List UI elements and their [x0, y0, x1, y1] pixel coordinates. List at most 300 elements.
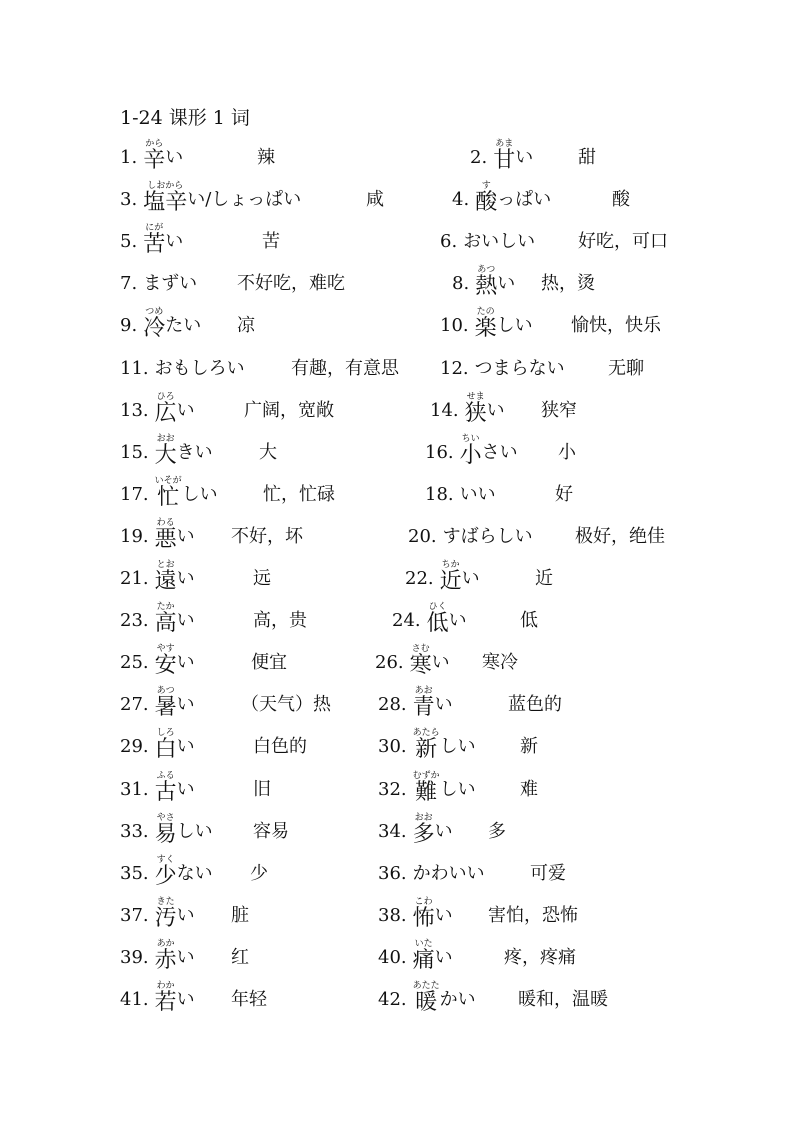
vocab-entry — [440, 216, 535, 258]
furigana: あお — [414, 686, 433, 696]
kana-text: い — [434, 821, 453, 842]
kanji: 暑 — [154, 695, 177, 720]
kana-text: い — [434, 694, 453, 715]
japanese-word — [413, 728, 476, 763]
chinese-meaning — [518, 974, 608, 1016]
vocab-entry — [425, 427, 518, 469]
furigana: たか — [156, 602, 175, 612]
furigana: おお — [156, 434, 175, 444]
kanji: 小 — [459, 443, 482, 468]
kanji-with-furigana — [155, 813, 177, 848]
meaning-text: 广阔，宽敞 — [244, 400, 334, 421]
kana-text: しい — [439, 779, 476, 800]
kanji: 易 — [154, 822, 177, 847]
japanese-word — [155, 686, 195, 721]
kanji-with-furigana — [155, 939, 177, 974]
vocab-entry — [120, 679, 195, 721]
kana-text: い — [176, 736, 195, 757]
japanese-word — [155, 518, 195, 553]
kanji-with-furigana — [155, 434, 177, 469]
entry-number: 7. — [120, 273, 138, 294]
kana-text: しい — [176, 821, 213, 842]
kanji-with-furigana — [413, 897, 435, 932]
furigana: せま — [466, 392, 485, 402]
japanese-word — [155, 771, 195, 806]
meaning-text: 不好，坏 — [231, 526, 303, 547]
meaning-text: 蓝色的 — [508, 694, 562, 715]
kana-text: い — [176, 694, 195, 715]
meaning-text: 酸 — [612, 189, 630, 210]
furigana: しおから — [147, 181, 184, 191]
kanji: 若 — [154, 990, 177, 1015]
meaning-text: 寒冷 — [482, 652, 518, 673]
entry-number: 23. — [120, 610, 149, 631]
meaning-text: 低 — [520, 610, 538, 631]
japanese-word — [155, 813, 213, 848]
japanese-word — [143, 272, 197, 300]
chinese-meaning — [535, 553, 553, 595]
japanese-word — [465, 392, 505, 427]
japanese-word — [410, 644, 450, 679]
meaning-text: 苦 — [262, 231, 280, 252]
entry-number: 11. — [120, 358, 149, 379]
chinese-meaning — [241, 679, 331, 721]
vocab-entry — [378, 848, 485, 890]
meaning-text: 红 — [231, 947, 249, 968]
kana-text: つまらない — [474, 358, 565, 379]
japanese-word — [155, 434, 213, 469]
kana-text: いい — [459, 484, 496, 505]
japanese-word — [440, 560, 480, 595]
kana-text: おいしい — [463, 231, 536, 252]
meaning-text: 极好，绝佳 — [575, 526, 665, 547]
meaning-text: 害怕，恐怖 — [488, 905, 578, 926]
japanese-word — [155, 392, 195, 427]
kanji: 青 — [412, 695, 435, 720]
kanji-with-furigana — [155, 602, 177, 637]
kanji-with-furigana — [413, 813, 435, 848]
kanji: 遠 — [154, 569, 177, 594]
japanese-word — [413, 813, 453, 848]
furigana: あつ — [477, 265, 496, 275]
kanji-with-furigana — [413, 728, 440, 763]
kanji: 忙 — [157, 485, 180, 510]
kana-text: い — [165, 147, 184, 168]
japanese-word — [475, 357, 565, 385]
japanese-word — [155, 602, 195, 637]
kana-text: い — [176, 905, 195, 926]
kanji: 低 — [426, 611, 449, 636]
entry-number: 9. — [120, 315, 138, 336]
vocab-entry — [120, 132, 183, 174]
kana-text: い — [461, 568, 480, 589]
entry-number: 18. — [425, 484, 454, 505]
vocab-entry — [120, 764, 195, 806]
furigana: あたら — [412, 728, 440, 738]
japanese-word — [475, 265, 515, 300]
chinese-meaning — [578, 132, 596, 174]
entry-number: 1. — [120, 147, 138, 168]
entry-number: 13. — [120, 400, 149, 421]
kanji-with-furigana — [460, 434, 482, 469]
furigana: わか — [156, 981, 175, 991]
kana-text: い — [176, 779, 195, 800]
vocab-entry — [120, 174, 301, 216]
entry-number: 28. — [378, 694, 407, 715]
page-title: 1-24 课形 1 词 — [120, 107, 250, 129]
vocab-entry — [405, 553, 480, 595]
kanji: 辛 — [143, 148, 166, 173]
chinese-meaning — [608, 343, 644, 385]
chinese-meaning — [259, 427, 277, 469]
kanji-with-furigana — [155, 476, 182, 511]
kanji-with-furigana — [155, 855, 177, 890]
kanji: 多 — [412, 822, 435, 847]
vocab-entry — [378, 721, 476, 763]
japanese-word — [460, 434, 518, 469]
kana-text: い — [176, 400, 195, 421]
japanese-word — [143, 223, 183, 258]
furigana: ふる — [156, 771, 175, 781]
japanese-word — [443, 525, 533, 553]
kana-text: い — [497, 273, 516, 294]
vocab-entry — [120, 258, 197, 300]
furigana: わる — [156, 518, 175, 528]
chinese-meaning — [253, 553, 271, 595]
meaning-text: 新 — [520, 736, 538, 757]
kanji: 白 — [154, 737, 177, 762]
japanese-word — [143, 139, 183, 174]
vocab-entry — [120, 932, 195, 974]
kana-text: い/しょっぱい — [187, 189, 302, 210]
kanji-with-furigana — [143, 223, 165, 258]
chinese-meaning — [530, 848, 566, 890]
kanji: 近 — [439, 569, 462, 594]
furigana: ひく — [428, 602, 447, 612]
japanese-word — [155, 981, 195, 1016]
entry-number: 37. — [120, 905, 149, 926]
meaning-text: 好吃，可口 — [578, 231, 668, 252]
kana-text: まずい — [143, 273, 198, 294]
furigana: いた — [414, 939, 433, 949]
japanese-word — [475, 181, 551, 216]
japanese-word — [155, 560, 195, 595]
furigana: あたた — [412, 981, 440, 991]
chinese-meaning — [231, 932, 249, 974]
kanji: 酸 — [475, 190, 498, 215]
meaning-text: 近 — [535, 568, 553, 589]
chinese-meaning — [253, 595, 307, 637]
vocab-entry — [470, 132, 533, 174]
japanese-word — [155, 897, 195, 932]
kana-text: さい — [481, 442, 518, 463]
kanji-with-furigana — [475, 181, 497, 216]
kanji: 難 — [415, 780, 438, 805]
chinese-meaning — [541, 258, 595, 300]
meaning-text: 容易 — [253, 821, 289, 842]
kanji-with-furigana — [155, 897, 177, 932]
vocab-entry — [378, 806, 453, 848]
kana-text: い — [448, 610, 467, 631]
furigana: ひろ — [156, 392, 175, 402]
vocab-entry — [120, 553, 195, 595]
entry-number: 10. — [440, 315, 469, 336]
kana-text: い — [176, 526, 195, 547]
kanji: 熱 — [475, 274, 498, 299]
entry-number: 17. — [120, 484, 149, 505]
chinese-meaning — [504, 932, 576, 974]
japanese-word — [155, 476, 218, 511]
chinese-meaning — [237, 300, 255, 342]
kanji-with-furigana — [155, 981, 177, 1016]
kanji-with-furigana — [143, 307, 165, 342]
chinese-meaning — [237, 258, 345, 300]
kana-text: おもしろい — [154, 358, 245, 379]
entry-number: 12. — [440, 358, 469, 379]
vocab-entry — [378, 764, 476, 806]
kanji-with-furigana — [440, 560, 462, 595]
vocab-entry — [120, 385, 195, 427]
chinese-meaning — [253, 721, 307, 763]
japanese-word — [155, 644, 195, 679]
entry-number: 4. — [452, 189, 470, 210]
japanese-word — [413, 897, 453, 932]
entry-number: 20. — [408, 526, 437, 547]
chinese-meaning — [263, 469, 335, 511]
chinese-meaning — [488, 806, 506, 848]
kanji-with-furigana — [155, 518, 177, 553]
entry-number: 27. — [120, 694, 149, 715]
furigana: いそが — [154, 476, 182, 486]
vocab-entry — [440, 300, 533, 342]
entry-number: 3. — [120, 189, 138, 210]
entry-number: 40. — [378, 947, 407, 968]
japanese-word — [413, 981, 476, 1016]
vocab-entry — [120, 427, 213, 469]
kanji-with-furigana — [427, 602, 449, 637]
meaning-text: 甜 — [578, 147, 596, 168]
entry-number: 30. — [378, 736, 407, 757]
meaning-text: 小 — [558, 442, 576, 463]
chinese-meaning — [541, 385, 577, 427]
kanji: 塩辛 — [143, 190, 188, 215]
kana-text: い — [165, 231, 184, 252]
vocab-entry — [452, 174, 551, 216]
vocab-entry — [120, 595, 195, 637]
chinese-meaning — [482, 637, 518, 679]
vocab-entry — [378, 974, 476, 1016]
entry-number: 26. — [375, 652, 404, 673]
kana-text: かわいい — [412, 863, 485, 884]
kanji-with-furigana — [413, 686, 435, 721]
meaning-text: 白色的 — [253, 736, 307, 757]
kana-text: しい — [181, 484, 218, 505]
japanese-word — [413, 771, 476, 806]
chinese-meaning — [520, 595, 538, 637]
entry-number: 39. — [120, 947, 149, 968]
chinese-meaning — [520, 721, 538, 763]
kanji: 少 — [154, 864, 177, 889]
kana-text: たい — [165, 315, 202, 336]
vocab-entry — [378, 679, 453, 721]
entry-number: 31. — [120, 779, 149, 800]
meaning-text: 愉快，快乐 — [571, 315, 661, 336]
furigana: すく — [156, 855, 175, 865]
kanji: 苦 — [143, 232, 166, 257]
meaning-text: 大 — [259, 442, 277, 463]
kanji-with-furigana — [155, 728, 177, 763]
japanese-word — [143, 181, 301, 216]
furigana: す — [481, 181, 491, 191]
chinese-meaning — [251, 637, 287, 679]
furigana: とお — [156, 560, 175, 570]
meaning-text: 不好吃，难吃 — [237, 273, 345, 294]
meaning-text: 脏 — [231, 905, 249, 926]
vocab-entry — [120, 890, 195, 932]
chinese-meaning — [257, 132, 275, 174]
kana-text: い — [176, 947, 195, 968]
furigana: ちい — [461, 434, 480, 444]
vocab-entry — [120, 343, 245, 385]
japanese-word — [413, 686, 453, 721]
kana-text: しい — [439, 736, 476, 757]
meaning-text: 辣 — [257, 147, 275, 168]
japanese-word — [155, 855, 213, 890]
japanese-word — [155, 728, 195, 763]
kanji: 狭 — [464, 401, 487, 426]
kanji-with-furigana — [465, 392, 487, 427]
japanese-word — [413, 939, 453, 974]
kanji: 怖 — [412, 906, 435, 931]
meaning-text: （天气）热 — [241, 694, 331, 715]
vocab-entry — [120, 300, 201, 342]
kanji-with-furigana — [155, 560, 177, 595]
meaning-text: 有趣，有意思 — [291, 358, 399, 379]
furigana: しろ — [156, 728, 175, 738]
entry-number: 6. — [440, 231, 458, 252]
vocab-entry — [452, 258, 515, 300]
vocab-entry — [378, 932, 453, 974]
kanji-with-furigana — [475, 265, 497, 300]
vocab-entry — [120, 721, 195, 763]
meaning-text: 热，烫 — [541, 273, 595, 294]
entry-number: 36. — [378, 863, 407, 884]
kanji-with-furigana — [475, 307, 497, 342]
entry-number: 29. — [120, 736, 149, 757]
entry-number: 14. — [430, 400, 459, 421]
vocab-entry — [430, 385, 505, 427]
meaning-text: 远 — [253, 568, 271, 589]
meaning-text: 便宜 — [251, 652, 287, 673]
kana-text: い — [434, 947, 453, 968]
vocab-entry — [408, 511, 533, 553]
kana-text: い — [515, 147, 534, 168]
japanese-word — [143, 307, 201, 342]
entry-number: 24. — [392, 610, 421, 631]
kanji: 古 — [154, 780, 177, 805]
meaning-text: 多 — [488, 821, 506, 842]
entry-number: 15. — [120, 442, 149, 463]
kanji-with-furigana — [493, 139, 515, 174]
kana-text: い — [434, 905, 453, 926]
chinese-meaning — [508, 679, 562, 721]
chinese-meaning — [250, 848, 268, 890]
furigana: ちか — [441, 560, 460, 570]
kanji: 甘 — [493, 148, 516, 173]
meaning-text: 暖和，温暖 — [518, 989, 608, 1010]
meaning-text: 狭窄 — [541, 400, 577, 421]
chinese-meaning — [555, 469, 573, 511]
kanji: 安 — [154, 653, 177, 678]
chinese-meaning — [571, 300, 661, 342]
vocab-entry — [378, 890, 453, 932]
entry-number: 25. — [120, 652, 149, 673]
kanji-with-furigana — [143, 139, 165, 174]
chinese-meaning — [366, 174, 384, 216]
kanji: 新 — [415, 737, 438, 762]
furigana: さむ — [411, 644, 430, 654]
chinese-meaning — [231, 974, 267, 1016]
kanji: 赤 — [154, 948, 177, 973]
furigana: おお — [414, 813, 433, 823]
kana-text: ない — [176, 863, 213, 884]
kanji: 大 — [154, 443, 177, 468]
meaning-text: 旧 — [253, 779, 271, 800]
kana-text: い — [486, 400, 505, 421]
kanji: 冷 — [143, 316, 166, 341]
vocab-entry — [120, 806, 213, 848]
kanji-with-furigana — [413, 771, 440, 806]
kanji: 高 — [154, 611, 177, 636]
vocab-entry — [120, 469, 218, 511]
chinese-meaning — [558, 427, 576, 469]
meaning-text: 高，贵 — [253, 610, 307, 631]
japanese-word — [155, 357, 245, 385]
kanji: 悪 — [154, 527, 177, 552]
kanji: 汚 — [154, 906, 177, 931]
chinese-meaning — [488, 890, 578, 932]
entry-number: 38. — [378, 905, 407, 926]
vocab-entry — [375, 637, 450, 679]
furigana: あか — [156, 939, 175, 949]
furigana: にが — [145, 223, 164, 233]
japanese-word — [475, 307, 533, 342]
entry-number: 35. — [120, 863, 149, 884]
vocab-entry — [120, 974, 195, 1016]
chinese-meaning — [244, 385, 334, 427]
furigana: つめ — [145, 307, 164, 317]
entry-number: 41. — [120, 989, 149, 1010]
vocab-entry — [120, 511, 195, 553]
vocab-entry — [120, 637, 195, 679]
entry-number: 42. — [378, 989, 407, 1010]
vocab-entry — [120, 216, 183, 258]
kana-text: しい — [496, 315, 533, 336]
japanese-word — [460, 483, 496, 511]
meaning-text: 年轻 — [231, 989, 267, 1010]
chinese-meaning — [231, 511, 303, 553]
kanji-with-furigana — [155, 644, 177, 679]
meaning-text: 难 — [520, 779, 538, 800]
furigana: やさ — [156, 813, 175, 823]
entry-number: 16. — [425, 442, 454, 463]
kana-text: すばらしい — [442, 526, 533, 547]
chinese-meaning — [262, 216, 280, 258]
chinese-meaning — [612, 174, 630, 216]
kana-text: い — [176, 989, 195, 1010]
entry-number: 34. — [378, 821, 407, 842]
kanji-with-furigana — [155, 771, 177, 806]
